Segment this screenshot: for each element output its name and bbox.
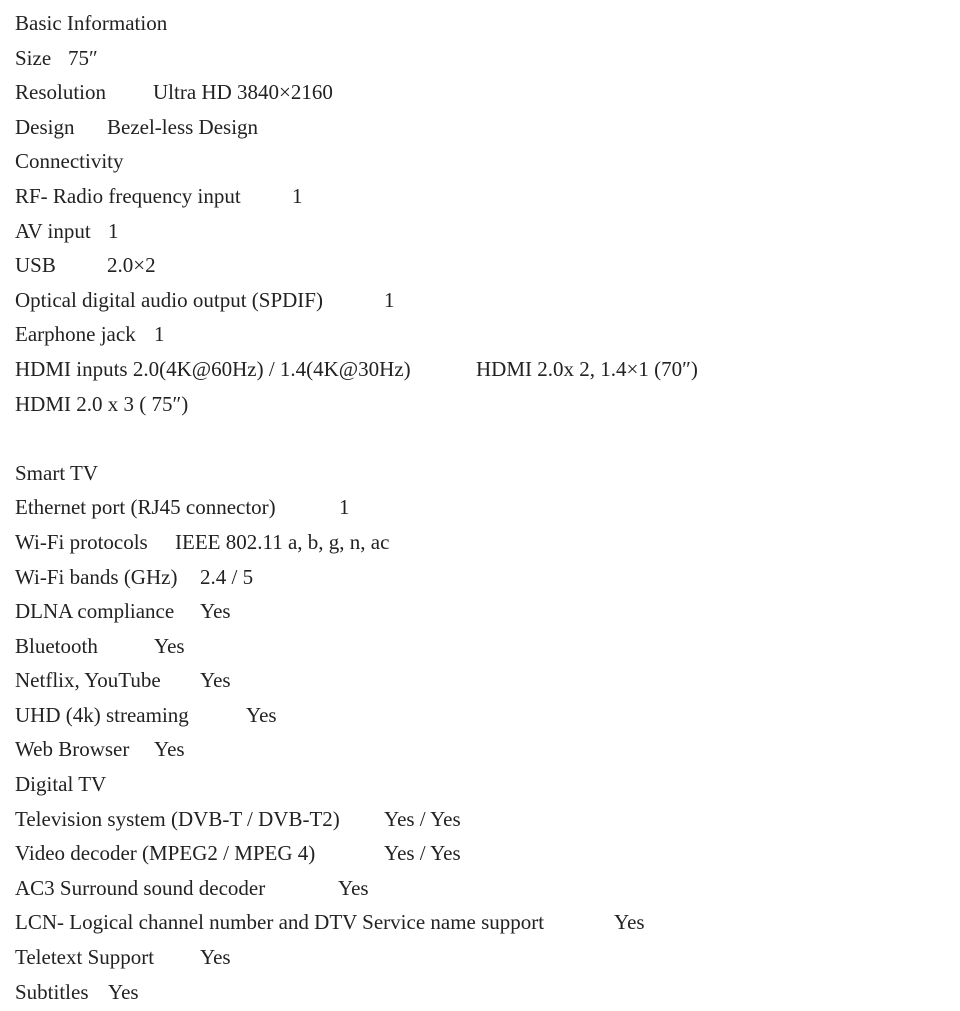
spec-label: UHD (4k) streaming — [15, 702, 189, 727]
spec-row-resolution — [15, 77, 945, 112]
spec-value: 1 — [384, 287, 395, 312]
spec-value: Yes — [200, 945, 231, 970]
spec-label: Netflix, YouTube — [15, 668, 161, 693]
spec-row-wifi-protocols — [15, 527, 945, 562]
spec-value: IEEE 802.11 a, b, g, n, ac — [175, 529, 390, 554]
spec-value: Yes — [200, 668, 231, 693]
spec-row-subtitles — [15, 977, 945, 1011]
spec-row-netflix-youtube — [15, 665, 945, 700]
spec-row-av-input — [15, 216, 945, 251]
spec-label: USB — [15, 253, 56, 278]
section-heading-connectivity — [15, 146, 945, 181]
spec-value: Yes — [200, 599, 231, 624]
spec-label: Subtitles — [15, 979, 89, 1004]
spec-label: RF- Radio frequency input — [15, 183, 241, 208]
spec-value: 75″ — [68, 45, 98, 70]
spec-row-ac3-decoder — [15, 873, 945, 908]
spec-label: AV input — [15, 218, 91, 243]
spec-value: Yes — [614, 910, 645, 935]
heading-text: Digital TV — [15, 772, 107, 797]
spec-label: Earphone jack — [15, 322, 136, 347]
spec-label: LCN- Logical channel number and DTV Service name support — [15, 910, 545, 935]
spec-value: Yes — [154, 633, 185, 658]
heading-text: Smart TV — [15, 460, 99, 485]
spec-value: HDMI 2.0x 2, 1.4×1 (70″) — [476, 356, 698, 381]
spec-label: Web Browser — [15, 737, 130, 762]
spec-label: Resolution — [15, 80, 107, 105]
spec-row-bluetooth — [15, 631, 945, 666]
spec-row-hdmi-inputs — [15, 354, 945, 389]
spec-label: Video decoder (MPEG2 / MPEG 4) — [15, 841, 316, 866]
spec-value: 1 — [292, 183, 303, 208]
spec-label: Design — [15, 114, 75, 139]
spec-value: 1 — [154, 322, 165, 347]
spec-label: AC3 Surround sound decoder — [15, 875, 266, 900]
spec-row-ethernet — [15, 492, 945, 527]
spec-row-video-decoder — [15, 838, 945, 873]
spec-row-size — [15, 43, 945, 78]
spec-row-dlna — [15, 596, 945, 631]
spec-row-design — [15, 112, 945, 147]
spec-value: Yes / Yes — [384, 841, 461, 866]
spec-value: 2.4 / 5 — [200, 564, 254, 589]
spec-label: Size — [15, 45, 52, 70]
spec-value: 1 — [339, 495, 350, 520]
spec-row-wifi-bands — [15, 562, 945, 597]
spec-row-hdmi-continuation — [15, 389, 945, 424]
spec-value: Yes — [154, 737, 185, 762]
section-heading-basic — [15, 8, 945, 43]
spec-label: Ethernet port (RJ45 connector) — [15, 495, 276, 520]
spec-value: Bezel-less Design — [107, 114, 259, 139]
spec-label: HDMI inputs 2.0(4K@60Hz) / 1.4(4K@30Hz) — [15, 356, 411, 381]
spec-value: Yes — [246, 702, 277, 727]
spec-label: Wi-Fi protocols — [15, 529, 148, 554]
spec-row-rf-input — [15, 181, 945, 216]
spec-value: 2.0×2 — [107, 253, 156, 278]
spec-value: 1 — [108, 218, 119, 243]
spec-row-optical-audio — [15, 285, 945, 320]
spec-row-usb — [15, 250, 945, 285]
spec-label: Television system (DVB-T / DVB-T2) — [15, 806, 340, 831]
spec-document — [15, 8, 945, 1011]
spec-label: Optical digital audio output (SPDIF) — [15, 287, 323, 312]
spec-row-uhd-streaming — [15, 700, 945, 735]
spec-label: Bluetooth — [15, 633, 98, 658]
blank-spacer — [15, 423, 945, 458]
spec-label: DLNA compliance — [15, 599, 175, 624]
spec-value: Yes / Yes — [384, 806, 461, 831]
heading-text: Connectivity — [15, 149, 124, 174]
spec-value: Ultra HD 3840×2160 — [153, 80, 333, 105]
spec-label: Wi-Fi bands (GHz) — [15, 564, 178, 589]
spec-label: Teletext Support — [15, 945, 155, 970]
spec-row-television-system — [15, 804, 945, 839]
section-heading-smart-tv — [15, 458, 945, 493]
heading-text: Basic Information — [15, 11, 168, 35]
spec-row-teletext — [15, 942, 945, 977]
spec-row-earphone-jack — [15, 319, 945, 354]
spec-row-web-browser — [15, 734, 945, 769]
spec-value: HDMI 2.0 x 3 ( 75″) — [15, 391, 189, 416]
spec-value: Yes — [108, 979, 139, 1004]
spec-row-lcn — [15, 907, 945, 942]
section-heading-digital-tv — [15, 769, 945, 804]
spec-value: Yes — [338, 875, 369, 900]
